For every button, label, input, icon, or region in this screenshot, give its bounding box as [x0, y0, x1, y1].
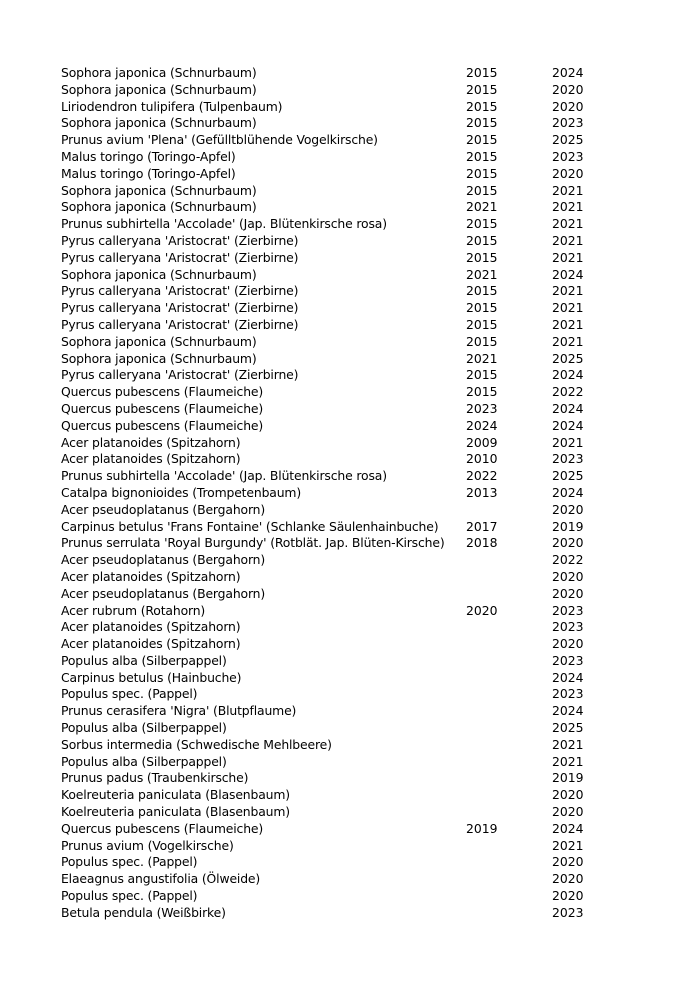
year-end-cell: 2023 [552, 619, 584, 635]
table-row [61, 485, 621, 502]
year-end-cell: 2020 [552, 636, 584, 652]
table-row [61, 804, 621, 821]
table-row [61, 300, 621, 317]
year-end-cell: 2021 [552, 333, 584, 349]
tree-name-cell: Acer platanoides (Spitzahorn) [61, 619, 241, 635]
tree-name-cell: Populus alba (Silberpappel) [61, 652, 227, 668]
tree-name-cell: Sophora japonica (Schnurbaum) [61, 65, 257, 80]
table-row [61, 535, 621, 552]
table-row [61, 871, 621, 888]
tree-name-cell: Pyrus calleryana 'Aristocrat' (Zierbirne) [61, 283, 299, 299]
tree-name-cell: Quercus pubescens (Flaumeiche) [61, 417, 264, 433]
year-end-cell: 2022 [552, 384, 584, 400]
year-end-cell: 2025 [552, 132, 584, 148]
table-row [61, 888, 621, 905]
year-end-cell: 2020 [552, 585, 584, 601]
year-end-cell: 2024 [552, 820, 584, 836]
year-start-cell: 2015 [466, 132, 498, 148]
tree-name-cell: Populus spec. (Pappel) [61, 854, 198, 870]
year-end-cell: 2021 [552, 182, 584, 198]
table-row [61, 770, 621, 787]
year-start-cell: 2013 [466, 484, 498, 500]
year-start-cell: 2015 [466, 283, 498, 299]
year-end-cell: 2024 [552, 367, 584, 383]
year-start-cell: 2009 [466, 434, 498, 450]
table-row [61, 686, 621, 703]
year-start-cell: 2015 [466, 165, 498, 181]
table-row [61, 552, 621, 569]
year-start-cell: 2015 [466, 249, 498, 265]
table-row [61, 250, 621, 267]
year-start-cell: 2015 [466, 65, 498, 80]
year-start-cell: 2017 [466, 518, 498, 534]
tree-name-cell: Elaeagnus angustifolia (Ölweide) [61, 871, 261, 887]
table-row [61, 787, 621, 804]
year-end-cell: 2024 [552, 266, 584, 282]
year-end-cell: 2020 [552, 888, 584, 904]
year-end-cell: 2020 [552, 165, 584, 181]
year-end-cell: 2021 [552, 249, 584, 265]
tree-name-cell: Acer platanoides (Spitzahorn) [61, 636, 241, 652]
year-end-cell: 2020 [552, 787, 584, 803]
table-row [61, 267, 621, 284]
table-row [61, 384, 621, 401]
year-end-cell: 2021 [552, 434, 584, 450]
table-row [61, 401, 621, 418]
tree-name-cell: Koelreuteria paniculata (Blasenbaum) [61, 787, 290, 803]
year-end-cell: 2020 [552, 81, 584, 97]
table-row [61, 451, 621, 468]
year-end-cell: 2024 [552, 417, 584, 433]
year-start-cell: 2023 [466, 400, 498, 416]
table-row [61, 132, 621, 149]
year-end-cell: 2024 [552, 484, 584, 500]
table-row [61, 821, 621, 838]
tree-name-cell: Pyrus calleryana 'Aristocrat' (Zierbirne) [61, 316, 299, 332]
year-end-cell: 2024 [552, 669, 584, 685]
table-row [61, 619, 621, 636]
year-start-cell: 2015 [466, 384, 498, 400]
table-row [61, 720, 621, 737]
tree-name-cell: Pyrus calleryana 'Aristocrat' (Zierbirne) [61, 232, 299, 248]
year-end-cell: 2021 [552, 753, 584, 769]
table-row [61, 468, 621, 485]
tree-name-cell: Quercus pubescens (Flaumeiche) [61, 400, 264, 416]
tree-name-cell: Acer platanoides (Spitzahorn) [61, 568, 241, 584]
year-start-cell: 2015 [466, 232, 498, 248]
table-row [61, 99, 621, 116]
tree-name-cell: Sophora japonica (Schnurbaum) [61, 182, 257, 198]
year-start-cell: 2015 [466, 316, 498, 332]
year-start-cell: 2020 [466, 602, 498, 618]
tree-name-cell: Sorbus intermedia (Schwedische Mehlbeere) [61, 736, 332, 752]
tree-name-cell: Quercus pubescens (Flaumeiche) [61, 384, 264, 400]
table-row [61, 737, 621, 754]
year-start-cell: 2021 [466, 266, 498, 282]
table-row [61, 502, 621, 519]
year-end-cell: 2023 [552, 686, 584, 702]
year-start-cell: 2015 [466, 367, 498, 383]
tree-name-cell: Prunus padus (Traubenkirsche) [61, 770, 249, 786]
table-row [61, 603, 621, 620]
tree-name-cell: Carpinus betulus 'Frans Fontaine' (Schlanke Säulenhainbuche) [61, 518, 439, 534]
year-end-cell: 2023 [552, 148, 584, 164]
year-end-cell: 2023 [552, 652, 584, 668]
year-start-cell: 2015 [466, 98, 498, 114]
tree-name-cell: Prunus cerasifera 'Nigra' (Blutpflaume) [61, 703, 297, 719]
table-row [61, 653, 621, 670]
year-start-cell: 2015 [466, 115, 498, 131]
table-row [61, 854, 621, 871]
year-end-cell: 2024 [552, 703, 584, 719]
tree-name-cell: Prunus avium 'Plena' (Gefülltblühende Vogelkirsche) [61, 132, 378, 148]
tree-name-cell: Pyrus calleryana 'Aristocrat' (Zierbirne) [61, 367, 299, 383]
tree-name-cell: Betula pendula (Weißbirke) [61, 904, 226, 920]
tree-name-cell: Malus toringo (Toringo-Apfel) [61, 165, 236, 181]
table-row [61, 216, 621, 233]
year-end-cell: 2020 [552, 98, 584, 114]
tree-name-cell: Carpinus betulus (Hainbuche) [61, 669, 242, 685]
table-row [61, 283, 621, 300]
tree-name-cell: Acer platanoides (Spitzahorn) [61, 434, 241, 450]
year-start-cell: 2015 [466, 148, 498, 164]
year-end-cell: 2021 [552, 199, 584, 215]
year-end-cell: 2020 [552, 871, 584, 887]
year-end-cell: 2025 [552, 468, 584, 484]
year-end-cell: 2020 [552, 535, 584, 551]
tree-name-cell: Acer pseudoplatanus (Bergahorn) [61, 552, 266, 568]
tree-name-cell: Populus spec. (Pappel) [61, 888, 198, 904]
year-end-cell: 2024 [552, 400, 584, 416]
year-end-cell: 2019 [552, 770, 584, 786]
tree-name-cell: Sophora japonica (Schnurbaum) [61, 350, 257, 366]
year-start-cell: 2010 [466, 451, 498, 467]
tree-name-cell: Sophora japonica (Schnurbaum) [61, 81, 257, 97]
year-start-cell: 2021 [466, 350, 498, 366]
tree-name-cell: Koelreuteria paniculata (Blasenbaum) [61, 804, 290, 820]
year-start-cell: 2015 [466, 333, 498, 349]
year-start-cell: 2019 [466, 820, 498, 836]
year-end-cell: 2020 [552, 804, 584, 820]
tree-name-cell: Sophora japonica (Schnurbaum) [61, 266, 257, 282]
year-end-cell: 2023 [552, 602, 584, 618]
year-end-cell: 2022 [552, 552, 584, 568]
tree-name-cell: Quercus pubescens (Flaumeiche) [61, 820, 264, 836]
year-end-cell: 2021 [552, 837, 584, 853]
year-end-cell: 2020 [552, 854, 584, 870]
table-row [61, 149, 621, 166]
year-start-cell: 2015 [466, 300, 498, 316]
table-row [61, 367, 621, 384]
tree-name-cell: Acer pseudoplatanus (Bergahorn) [61, 501, 266, 517]
year-end-cell: 2020 [552, 568, 584, 584]
tree-table [61, 65, 621, 922]
year-start-cell: 2024 [466, 417, 498, 433]
year-start-cell: 2015 [466, 216, 498, 232]
table-row [61, 586, 621, 603]
year-end-cell: 2025 [552, 350, 584, 366]
year-start-cell: 2015 [466, 182, 498, 198]
tree-name-cell: Malus toringo (Toringo-Apfel) [61, 148, 236, 164]
tree-name-cell: Acer pseudoplatanus (Bergahorn) [61, 585, 266, 601]
year-end-cell: 2024 [552, 65, 584, 80]
table-row [61, 636, 621, 653]
year-end-cell: 2021 [552, 316, 584, 332]
table-row [61, 334, 621, 351]
tree-name-cell: Prunus serrulata 'Royal Burgundy' (Rotblät. Jap. Blüten-Kirsche) [61, 535, 445, 551]
tree-name-cell: Prunus subhirtella 'Accolade' (Jap. Blütenkirsche rosa) [61, 216, 387, 232]
year-end-cell: 2021 [552, 216, 584, 232]
table-row [61, 418, 621, 435]
table-row [61, 199, 621, 216]
year-end-cell: 2021 [552, 736, 584, 752]
tree-name-cell: Catalpa bignonioides (Trompetenbaum) [61, 484, 302, 500]
year-end-cell: 2025 [552, 720, 584, 736]
year-start-cell: 2015 [466, 81, 498, 97]
tree-name-cell: Prunus subhirtella 'Accolade' (Jap. Blütenkirsche rosa) [61, 468, 387, 484]
table-row [61, 670, 621, 687]
year-start-cell: 2018 [466, 535, 498, 551]
tree-name-cell: Sophora japonica (Schnurbaum) [61, 115, 257, 131]
table-row [61, 233, 621, 250]
table-row [61, 838, 621, 855]
tree-name-cell: Populus alba (Silberpappel) [61, 720, 227, 736]
table-row [61, 183, 621, 200]
table-row [61, 569, 621, 586]
table-row [61, 82, 621, 99]
table-row [61, 905, 621, 922]
year-end-cell: 2021 [552, 283, 584, 299]
table-row [61, 519, 621, 536]
table-row [61, 435, 621, 452]
table-row [61, 317, 621, 334]
table-row [61, 166, 621, 183]
tree-name-cell: Populus spec. (Pappel) [61, 686, 198, 702]
table-row [61, 703, 621, 720]
year-end-cell: 2023 [552, 451, 584, 467]
tree-name-cell: Prunus avium (Vogelkirsche) [61, 837, 234, 853]
tree-name-cell: Populus alba (Silberpappel) [61, 753, 227, 769]
year-start-cell: 2021 [466, 199, 498, 215]
table-row [61, 115, 621, 132]
tree-name-cell: Acer rubrum (Rotahorn) [61, 602, 206, 618]
year-end-cell: 2023 [552, 115, 584, 131]
year-end-cell: 2019 [552, 518, 584, 534]
year-end-cell: 2023 [552, 904, 584, 920]
year-end-cell: 2021 [552, 232, 584, 248]
tree-name-cell: Pyrus calleryana 'Aristocrat' (Zierbirne) [61, 300, 299, 316]
tree-name-cell: Liriodendron tulipifera (Tulpenbaum) [61, 98, 283, 114]
tree-name-cell: Acer platanoides (Spitzahorn) [61, 451, 241, 467]
year-end-cell: 2020 [552, 501, 584, 517]
table-row [61, 351, 621, 368]
tree-name-cell: Pyrus calleryana 'Aristocrat' (Zierbirne) [61, 249, 299, 265]
table-row [61, 65, 621, 82]
year-start-cell: 2022 [466, 468, 498, 484]
year-end-cell: 2021 [552, 300, 584, 316]
table-row [61, 754, 621, 771]
tree-name-cell: Sophora japonica (Schnurbaum) [61, 333, 257, 349]
tree-name-cell: Sophora japonica (Schnurbaum) [61, 199, 257, 215]
